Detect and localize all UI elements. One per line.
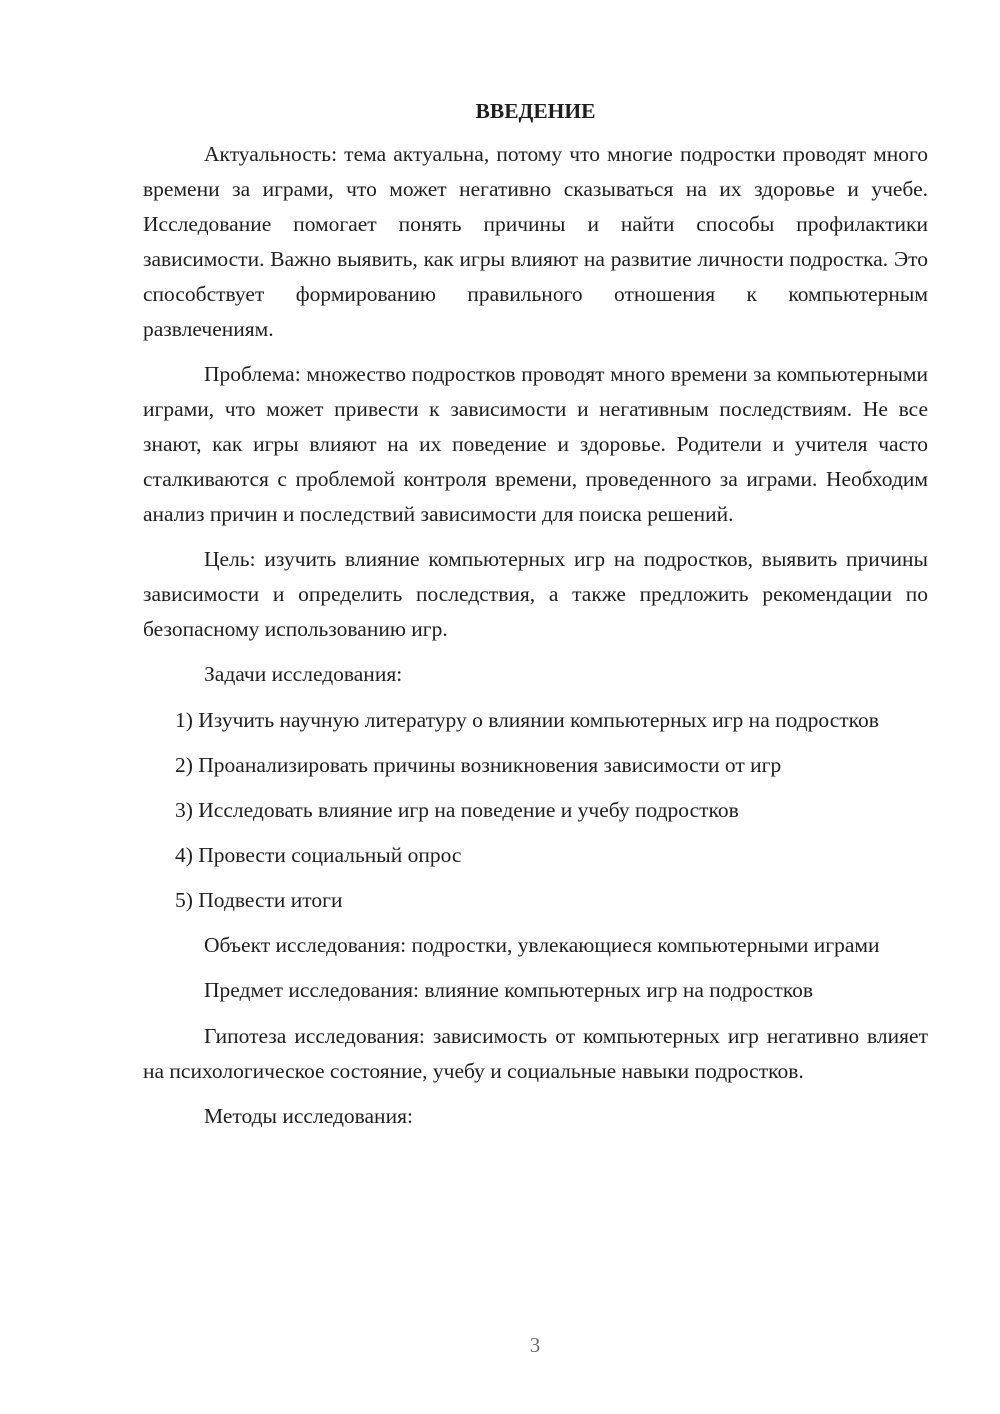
paragraph-hypothesis: Гипотеза исследования: зависимость от компьютерных игр негативно влияет на психологическое состояние, учебу и социальные навыки подростков. [143,1024,928,1083]
task-item-4: 4) Провести социальный опрос [175,843,462,867]
paragraph-object: Объект исследования: подростки, увлекающиеся компьютерными играми [204,933,880,957]
methods-heading: Методы исследования: [204,1104,413,1128]
task-item-1: 1) Изучить научную литературу о влиянии компьютерных игр на подростков [175,708,879,732]
paragraph-goal: Цель: изучить влияние компьютерных игр на подростков, выявить причины зависимости и определить последствия, а также предложить рекомендации по безопасному использованию игр. [143,547,928,641]
task-item-3: 3) Исследовать влияние игр на поведение и учебу подростков [175,798,739,822]
paragraph-problem: Проблема: множество подростков проводят много времени за компьютерными играми, что может привести к зависимости и негативным последствиям. Не все знают, как игры влияют на их поведение и здоровье. Родители и учителя часто сталкиваются с проблемой контроля времени, проведенного за играми. Необходим анализ причин и последствий зависимости для поиска решений. [143,362,928,526]
paragraph-subject: Предмет исследования: влияние компьютерных игр на подростков [204,978,814,1002]
tasks-heading: Задачи исследования: [204,662,403,686]
task-item-5: 5) Подвести итоги [175,888,343,912]
page-number: 3 [529,1333,541,1357]
task-item-2: 2) Проанализировать причины возникновения зависимости от игр [175,753,782,777]
document-page [143,96,928,1145]
section-title: ВВЕДЕНИЕ [475,99,596,123]
paragraph-relevance: Актуальность: тема актуальна, потому что многие подростки проводят много времени за играми, что может негативно сказываться на их здоровье и учебе. Исследование помогает понять причины и найти способы профилактики зависимости. Важно выявить, как игры влияют на развитие личности подростка. Это способствует формированию правильного отношения к компьютерным развлечениям. [143,142,928,341]
